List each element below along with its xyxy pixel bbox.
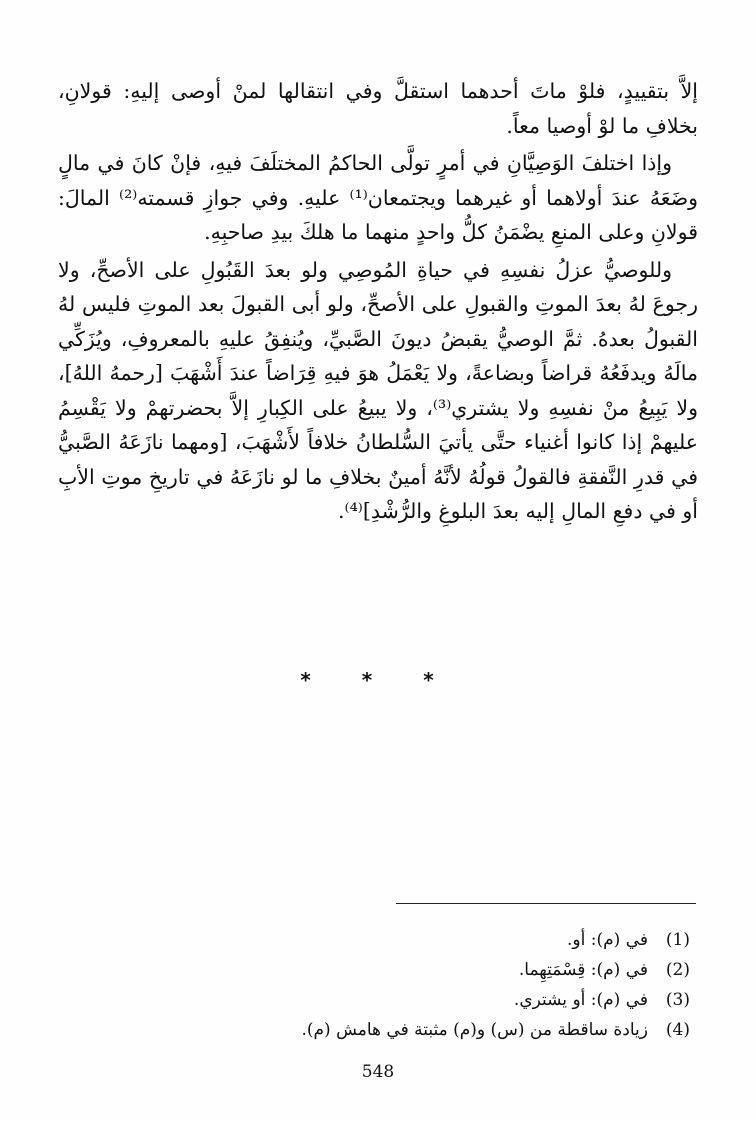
footnote-text: زيادة ساقطة من (س) و(م) مثبتة في هامش (م). — [301, 1020, 648, 1040]
footnote-text: في (م): أو يشتري. — [513, 990, 648, 1010]
footnote-number: (4) — [665, 1020, 690, 1040]
footnote-number: (2) — [665, 960, 690, 980]
section-separator: * * * — [300, 668, 456, 692]
footnote-number: (1) — [665, 930, 690, 950]
footnote-number: (3) — [665, 990, 690, 1010]
main-text — [58, 74, 698, 529]
footnote — [200, 955, 690, 985]
paragraph: وللوصيُّ عزلُ نفسِهِ في حياةِ المُوصِي ولو بعدَ القَبُولِ على الأصحِّ، ولا رجوعَ لهُ بعدَ الموتِ والقبولِ على الأصحِّ، ولو أبى القبولَ بعد الموتِ فليس لهُ القبولُ بعدهُ. ثمَّ الوصيُّ يقبضُ ديونَ الصَّبيِّ، ويُنفِقُ عليهِ بالمعروفِ، ويُزَكِّي مالَهُ ويدفَعُهُ قراضاً وبضاعةً، ولا يَعْمَلُ هوَ فيهِ قِرَاضاً عندَ أَشْهَبَ [رحمهُ اللهُ]، ولا يَبِيعُ منْ نفسِهِ ولا يشتري⁽³⁾، ولا يبيعُ على الكِبارِ إلاَّ بحضرتهمْ ولا يَقْسِمُ عليهمْ إذا كانوا أغنياء حتَّى يأتيَ السُّلطانُ خلافاً لأَشْهَبَ، [ومهما نازَعَهُ الصَّبيُّ في قدرِ النَّفقةِ فالقولُ قولُهُ لأنَّهُ أمينٌ بخلافِ ما لو نازَعَهُ في تاريخِ موتِ الأبِ أو في دفعِ المالِ إليه بعدَ البلوغِ والرُّشْدِ]⁽⁴⁾. — [58, 257, 699, 523]
footnote — [200, 1015, 690, 1045]
footnote-rule — [396, 903, 696, 904]
paragraph: إلاَّ بتقييدٍ، فلوْ ماتَ أحدهما استقلَّ وفي انتقالها لمنْ أوصى إليهِ: قولانِ، بخلافِ ما لوْ أوصيا معاً. — [58, 79, 698, 138]
footnotes — [200, 925, 690, 1045]
paragraph: وإذا اختلفَ الوَصِيَّانِ في أمرٍ تولَّى الحاكمُ المختلَفَ فيهِ، فإنْ كانَ في مالٍ وضَعَهُ عندَ أولاهما أو غيرهما ويجتمعان⁽¹⁾ عليهِ. وفي جوازِ قسمته⁽²⁾ المالَ: قولانِ وعلى المنعِ يضْمَنُ كلُّ واحدٍ منهما ما هلكَ بيدِ صاحبِهِ. — [58, 151, 699, 244]
footnote — [200, 985, 690, 1015]
page-number: 548 — [361, 1062, 395, 1082]
footnote-text: في (م): قِسْمَتِهِما. — [518, 960, 648, 980]
footnote-text: في (م): أو. — [567, 930, 648, 950]
footnote — [200, 925, 690, 955]
